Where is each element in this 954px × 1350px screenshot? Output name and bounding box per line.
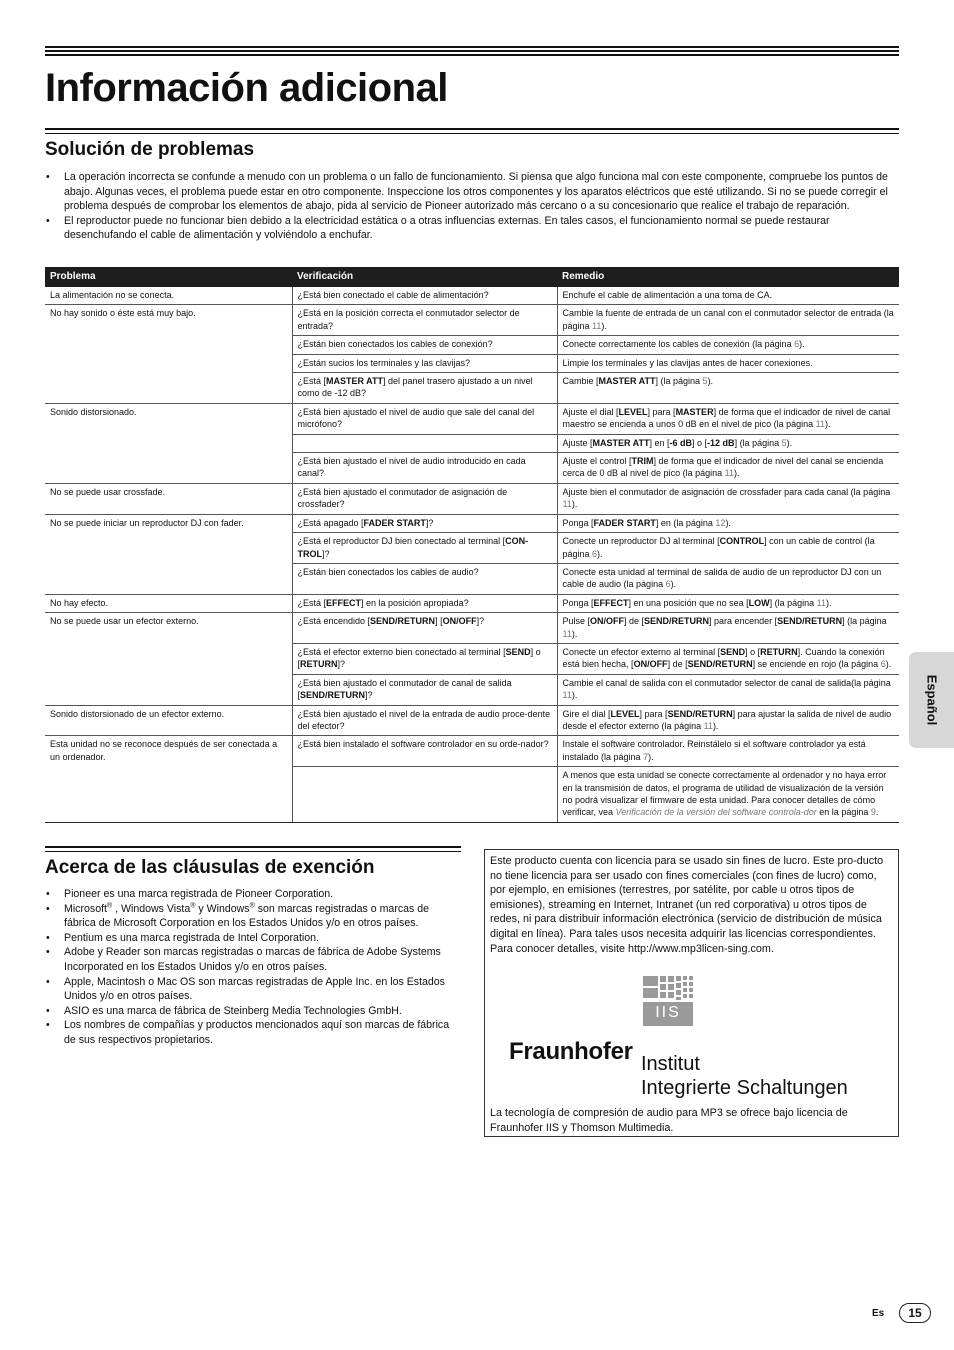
cell-remedy: Ajuste [MASTER ATT] en [-6 dB] o [-12 dB] (la página 5). <box>557 434 899 452</box>
table-row <box>45 354 899 372</box>
table-row <box>45 563 899 594</box>
page-title: Información adicional <box>45 66 448 110</box>
section-rule-disclaimer <box>45 846 461 852</box>
cell-verification: ¿Está bien conectado el cable de alimentación? <box>292 287 557 305</box>
table-row <box>45 287 899 305</box>
table-row <box>45 483 899 514</box>
table-row <box>45 533 899 564</box>
cell-verification: ¿Está bien ajustado el conmutador de canal de salida [SEND/RETURN]? <box>292 674 557 705</box>
cell-verification: ¿Está bien ajustado el nivel de la entrada de audio proce-dente del efector? <box>292 705 557 736</box>
table-row <box>45 674 899 705</box>
cell-remedy: Ponga [FADER START] en (la página 12). <box>557 514 899 532</box>
page-number: 15 <box>899 1303 931 1323</box>
disclaimer-item: • Microsoft® , Windows Vista® y Windows® son marcas registradas o marcas de fábrica de Microsoft Corporation en los Estados Unidos y/o en otros países. <box>45 902 460 931</box>
intro-item: • El reproductor puede no funcionar bien debido a la electricidad estática o a otras influencias externas. En tales casos, el funcionamiento normal se puede restaurar desenchufando el cable de alimentación y volviéndolo a enchufar. <box>45 214 897 243</box>
fraunhofer-wordmark: Fraunhofer <box>509 1038 633 1065</box>
cell-verification: ¿Están bien conectados los cables de audio? <box>292 563 557 594</box>
language-side-tab-label: Español <box>924 674 939 726</box>
license-text: Este producto cuenta con licencia para se usado sin fines de lucro. Este pro-ducto no tiene licencia para ser usado con fines comerciales (con fines de lucro) como, por ejemplo, en emisiones (terrestres, por satélite, por cable u otros tipos de emisiones), streaming en Internet, Intranet (un red corporativa) u otros tipos de redes, ni para distribuir información electrónica (servicio de distribución de música digital en línea). Para tales usos necesita adquirir las licencias correspondientes. Para conocer detalles, visite http://www.mp3licen-sing.com. <box>490 855 884 955</box>
cell-remedy: Ajuste el control [TRIM] de forma que el indicador de nivel del canal se encienda cerca de 0 dB al nivel de pico (la página 11). <box>557 453 899 484</box>
cell-verification <box>292 434 557 452</box>
institute-name-line2: Integrierte Schaltungen <box>641 1077 848 1099</box>
table-row <box>45 336 899 354</box>
disclaimer-item: • Adobe y Reader son marcas registradas o marcas de fábrica de Adobe Systems Incorporated en los Estados Unidos y/o en otros países. <box>45 945 460 974</box>
cell-problem <box>45 643 292 674</box>
table-row <box>45 613 899 644</box>
page-language-label: Es <box>872 1308 885 1319</box>
column-header-remedy: Remedio <box>557 267 899 287</box>
iis-logo-icon <box>643 976 693 1026</box>
table-row <box>45 767 899 823</box>
header-rule <box>45 46 899 56</box>
cell-remedy: Cambie la fuente de entrada de un canal con el conmutador selector de entrada (la página 11). <box>557 305 899 336</box>
cell-problem: No se puede usar crossfade. <box>45 483 292 514</box>
cell-remedy: A menos que esta unidad se conecte correctamente al ordenador y no haya error en la transmisión de datos, el programa de utilidad de visualización de la versión no podrá visualizar el firmware de esta unidad. Para conocer detalles de cómo verificar, vea Verificación de la versión del software controla-dor en la página 9. <box>557 767 899 823</box>
intro-item: • La operación incorrecta se confunde a menudo con un problema o un fallo de funcionamiento. Si piensa que algo funciona mal con este componente, compruebe los puntos de abajo. Algunas veces, el problema puede estar en otro componente. Inspeccione los otros componentes y los aparatos eléctricos que esté utilizando. Si no se puede corregir el problema después de comprobar los elementos de abajo, pida al servicio de Pioneer autorizado más cercano o a su concesionario que realice el trabajo de reparación. <box>45 170 897 214</box>
cell-problem <box>45 563 292 594</box>
cell-problem <box>45 434 292 452</box>
cell-problem <box>45 533 292 564</box>
cell-problem: No hay sonido o éste está muy bajo. <box>50 308 196 319</box>
cell-remedy: Enchufe el cable de alimentación a una toma de CA. <box>557 287 899 305</box>
section-title-disclaimer: Acerca de las cláusulas de exención <box>45 857 375 878</box>
cell-problem: No se puede usar un efector externo. <box>50 616 199 627</box>
section-rule-troubleshooting <box>45 128 899 134</box>
table-row <box>45 736 899 767</box>
cell-verification: ¿Están bien conectados los cables de conexión? <box>292 336 557 354</box>
disclaimer-item: • Apple, Macintosh o Mac OS son marcas registradas de Apple Inc. en los Estados Unidos y/o en otros países. <box>45 975 460 1004</box>
cell-verification: ¿Está el reproductor DJ bien conectado al terminal [CON-TROL]? <box>292 533 557 564</box>
cell-problem <box>45 767 292 823</box>
cell-remedy: Conecte esta unidad al terminal de salida de audio de un reproductor DJ con un cable de audio (la página 6). <box>557 563 899 594</box>
cell-problem <box>45 373 292 404</box>
cell-verification: ¿Está apagado [FADER START]? <box>292 514 557 532</box>
cell-remedy: Gire el dial [LEVEL] para [SEND/RETURN] para ajustar la salida de nivel de audio desde el efector externo (la página 11). <box>557 705 899 736</box>
cell-problem: Sonido distorsionado. <box>50 406 137 417</box>
iis-logo-text: IIS <box>655 1004 681 1021</box>
cell-problem <box>45 354 292 372</box>
table-body <box>45 287 899 822</box>
column-header-problem: Problema <box>45 267 292 287</box>
cell-verification: ¿Está bien instalado el software controlador en su orde-nador? <box>292 736 557 767</box>
cell-verification: ¿Está bien ajustado el conmutador de asignación de crossfader? <box>292 483 557 514</box>
cell-remedy: Cambie [MASTER ATT] (la página 5). <box>557 373 899 404</box>
table-header-row <box>45 267 899 287</box>
disclaimer-item: • Pioneer es una marca registrada de Pioneer Corporation. <box>45 887 460 902</box>
table-row <box>45 643 899 674</box>
cell-verification: ¿Está en la posición correcta el conmutador selector de entrada? <box>292 305 557 336</box>
institute-name <box>641 1052 848 1100</box>
language-side-tab <box>909 652 954 748</box>
section-title-troubleshooting: Solución de problemas <box>45 139 255 160</box>
table-row <box>45 514 899 532</box>
disclaimer-list <box>45 887 460 1048</box>
cell-remedy: Ajuste bien el conmutador de asignación de crossfader para cada canal (la página 11). <box>557 483 899 514</box>
cell-remedy: Limpie los terminales y las clavijas antes de hacer conexiones. <box>557 354 899 372</box>
cell-verification: ¿Está el efector externo bien conectado al terminal [SEND] o [RETURN]? <box>292 643 557 674</box>
intro-list <box>45 170 897 243</box>
table-row <box>45 403 899 434</box>
table-row <box>45 453 899 484</box>
cell-verification <box>292 767 557 823</box>
cell-problem <box>45 674 292 705</box>
cell-verification: ¿Está bien ajustado el nivel de audio que sale del canal del micrófono? <box>292 403 557 434</box>
cell-verification: ¿Están sucios los terminales y las clavijas? <box>292 354 557 372</box>
table-row <box>45 705 899 736</box>
table-row <box>45 373 899 404</box>
cell-problem <box>45 336 292 354</box>
column-header-verification: Verificación <box>292 267 557 287</box>
cell-problem: No se puede iniciar un reproductor DJ con fader. <box>50 517 244 528</box>
institute-name-line1: Institut <box>641 1053 700 1075</box>
cell-remedy: Conecte un efector externo al terminal [SEND] o [RETURN]. Cuando la conexión está bien hecha, [ON/OFF] de [SEND/RETURN] se enciende en rojo (la página 6). <box>557 643 899 674</box>
table-row <box>45 594 899 612</box>
table-row <box>45 305 899 336</box>
cell-remedy: Conecte correctamente los cables de conexión (la página 6). <box>557 336 899 354</box>
disclaimer-item: • ASIO es una marca de fábrica de Steinberg Media Technologies GmbH. <box>45 1004 460 1019</box>
disclaimer-item: • Pentium es una marca registrada de Intel Corporation. <box>45 931 460 946</box>
table-row <box>45 434 899 452</box>
cell-problem: Sonido distorsionado de un efector externo. <box>45 705 292 736</box>
cell-verification: ¿Está [MASTER ATT] del panel trasero ajustado a un nivel como de -12 dB? <box>292 373 557 404</box>
cell-remedy: Cambie el canal de salida con el conmutador selector de canal de salida(la página 11). <box>557 674 899 705</box>
cell-verification: ¿Está encendido [SEND/RETURN] [ON/OFF]? <box>292 613 557 644</box>
cell-verification: ¿Está [EFFECT] en la posición apropiada? <box>292 594 557 612</box>
cell-verification: ¿Está bien ajustado el nivel de audio introducido en cada canal? <box>292 453 557 484</box>
cell-problem: No hay efecto. <box>45 594 292 612</box>
cell-remedy: Ponga [EFFECT] en una posición que no sea [LOW] (la página 11). <box>557 594 899 612</box>
cell-remedy: Conecte un reproductor DJ al terminal [CONTROL] con un cable de control (la página 6). <box>557 533 899 564</box>
cell-remedy: Instale el software controlador. Reinstálelo si el software controlador ya está instalado (la página 7). <box>557 736 899 767</box>
cell-problem: Esta unidad no se reconoce después de ser conectada a un ordenador. <box>50 739 278 762</box>
cell-remedy: Ajuste el dial [LEVEL] para [MASTER] de forma que el indicador de nivel de canal maestro se encienda a unos 0 dB en el nivel de pico (la página 11). <box>557 403 899 434</box>
troubleshooting-table <box>45 267 899 823</box>
disclaimer-item: • Los nombres de compañías y productos mencionados aquí son marcas de fábrica de sus respectivos propietarios. <box>45 1018 460 1047</box>
cell-problem: La alimentación no se conecta. <box>45 287 292 305</box>
cell-remedy: Pulse [ON/OFF] de [SEND/RETURN] para encender [SEND/RETURN] (la página 11). <box>557 613 899 644</box>
license-footer-text: La tecnología de compresión de audio para MP3 se ofrece bajo licencia de Fraunhofer IIS y Thomson Multimedia. <box>490 1107 848 1134</box>
license-box <box>484 849 899 1137</box>
cell-problem <box>45 453 292 484</box>
